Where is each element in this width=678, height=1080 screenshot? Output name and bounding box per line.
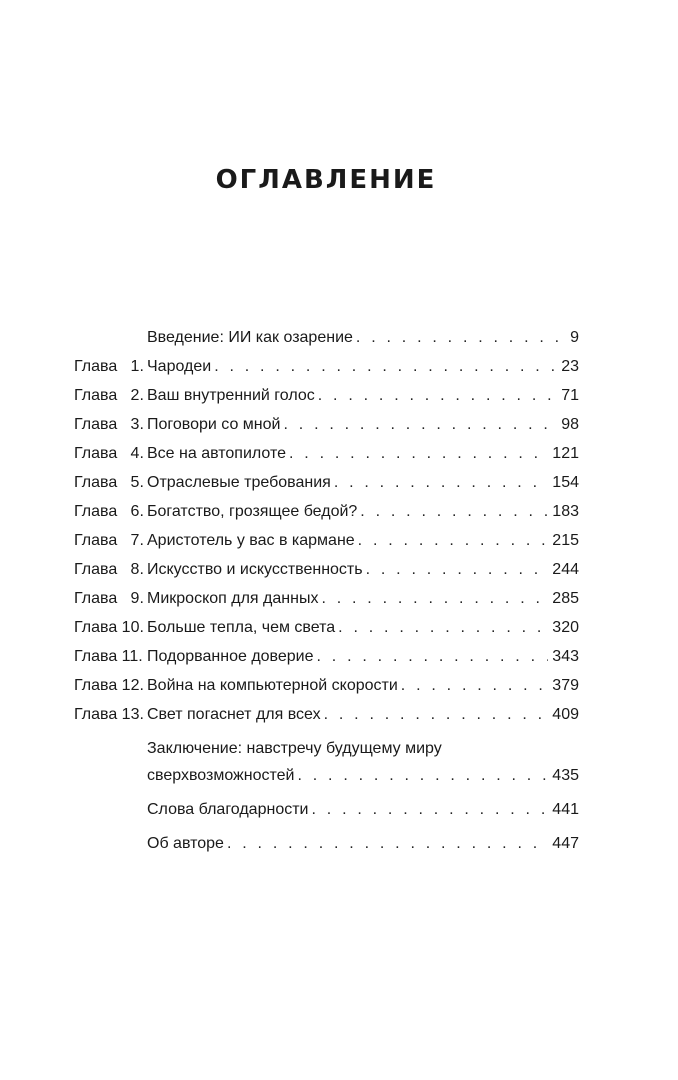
table-of-contents bbox=[74, 323, 579, 858]
entry-title: Отраслевые требования bbox=[147, 474, 331, 491]
page-number: 9 bbox=[570, 329, 579, 346]
toc-entry-chapter-2[interactable] bbox=[74, 381, 579, 410]
dot-leader bbox=[311, 795, 548, 824]
dot-leader bbox=[366, 555, 549, 584]
chapter-number: Глава 11. bbox=[74, 648, 143, 665]
toc-entry-chapter-5[interactable] bbox=[74, 468, 579, 497]
entry-title: Поговори со мной bbox=[147, 416, 281, 433]
page-number: 23 bbox=[561, 358, 579, 375]
dot-leader bbox=[289, 439, 548, 468]
toc-entry-introduction[interactable] bbox=[74, 323, 579, 352]
chapter-number: Глава 2. bbox=[74, 387, 144, 404]
page-number: 343 bbox=[552, 648, 579, 665]
entry-title: Война на компьютерной скорости bbox=[147, 677, 398, 694]
entry-title: Аристотель у вас в кармане bbox=[147, 532, 355, 549]
page-number: 409 bbox=[552, 706, 579, 723]
chapter-number: Глава 12. bbox=[74, 677, 144, 694]
chapter-number: Глава 5. bbox=[74, 474, 144, 491]
page-number: 71 bbox=[561, 387, 579, 404]
page-number: 441 bbox=[552, 801, 579, 818]
chapter-number: Глава 1. bbox=[74, 358, 144, 375]
entry-title: Богатство, грозящее бедой? bbox=[147, 503, 358, 520]
page-number: 435 bbox=[552, 767, 579, 784]
dot-leader bbox=[321, 584, 548, 613]
dot-leader bbox=[318, 381, 557, 410]
dot-leader bbox=[360, 497, 548, 526]
dot-leader bbox=[324, 700, 549, 729]
page-number: 121 bbox=[552, 445, 579, 462]
entry-title: Слова благодарности bbox=[147, 801, 309, 818]
page-number: 183 bbox=[552, 503, 579, 520]
dot-leader bbox=[358, 526, 549, 555]
entry-title: Чародеи bbox=[147, 358, 212, 375]
dot-leader bbox=[356, 323, 566, 352]
dot-leader bbox=[227, 829, 548, 858]
page-number: 447 bbox=[552, 835, 579, 852]
entry-title: Об авторе bbox=[147, 835, 224, 852]
page-number: 379 bbox=[552, 677, 579, 694]
dot-leader bbox=[214, 352, 557, 381]
chapter-number: Глава 13. bbox=[74, 706, 144, 723]
chapter-number: Глава 4. bbox=[74, 445, 144, 462]
chapter-number: Глава 7. bbox=[74, 532, 144, 549]
chapter-number: Глава 3. bbox=[74, 416, 144, 433]
toc-entry-chapter-6[interactable] bbox=[74, 497, 579, 526]
toc-entry-acknowledgements[interactable] bbox=[74, 795, 579, 824]
toc-entry-chapter-9[interactable] bbox=[74, 584, 579, 613]
dot-leader bbox=[297, 761, 548, 790]
page-number: 154 bbox=[552, 474, 579, 491]
toc-entry-chapter-11[interactable] bbox=[74, 642, 579, 671]
toc-entry-chapter-3[interactable] bbox=[74, 410, 579, 439]
dot-leader bbox=[283, 410, 557, 439]
toc-entry-chapter-1[interactable] bbox=[74, 352, 579, 381]
page-number: 244 bbox=[552, 561, 579, 578]
chapter-number: Глава 6. bbox=[74, 503, 144, 520]
page-title: ОГЛАВЛЕНИЕ bbox=[215, 165, 437, 195]
page-number: 285 bbox=[552, 590, 579, 607]
entry-title-line-1: Заключение: навстречу будущему миру bbox=[147, 740, 442, 757]
dot-leader bbox=[338, 613, 548, 642]
entry-title: сверхвозможностей bbox=[147, 767, 295, 784]
chapter-number: Глава 9. bbox=[74, 590, 144, 607]
toc-entry-conclusion[interactable] bbox=[74, 734, 579, 790]
page-number: 215 bbox=[552, 532, 579, 549]
entry-title: Ваш внутренний голос bbox=[147, 387, 315, 404]
toc-entry-chapter-4[interactable] bbox=[74, 439, 579, 468]
entry-title: Искусство и искусственность bbox=[147, 561, 363, 578]
dot-leader bbox=[401, 671, 549, 700]
entry-title: Введение: ИИ как озарение bbox=[147, 329, 353, 346]
toc-entry-chapter-13[interactable] bbox=[74, 700, 579, 729]
toc-entry-chapter-10[interactable] bbox=[74, 613, 579, 642]
chapter-number: Глава 10. bbox=[74, 619, 144, 636]
entry-title: Больше тепла, чем света bbox=[147, 619, 336, 636]
dot-leader bbox=[334, 468, 548, 497]
entry-title: Подорванное доверие bbox=[147, 648, 314, 665]
dot-leader bbox=[317, 642, 549, 671]
toc-entry-chapter-8[interactable] bbox=[74, 555, 579, 584]
entry-title: Микроскоп для данных bbox=[147, 590, 319, 607]
page-number: 320 bbox=[552, 619, 579, 636]
page-number: 98 bbox=[561, 416, 579, 433]
toc-entry-chapter-12[interactable] bbox=[74, 671, 579, 700]
entry-title: Свет погаснет для всех bbox=[147, 706, 321, 723]
toc-entry-about-author[interactable] bbox=[74, 829, 579, 858]
toc-entry-chapter-7[interactable] bbox=[74, 526, 579, 555]
entry-title: Все на автопилоте bbox=[147, 445, 286, 462]
chapter-number: Глава 8. bbox=[74, 561, 144, 578]
